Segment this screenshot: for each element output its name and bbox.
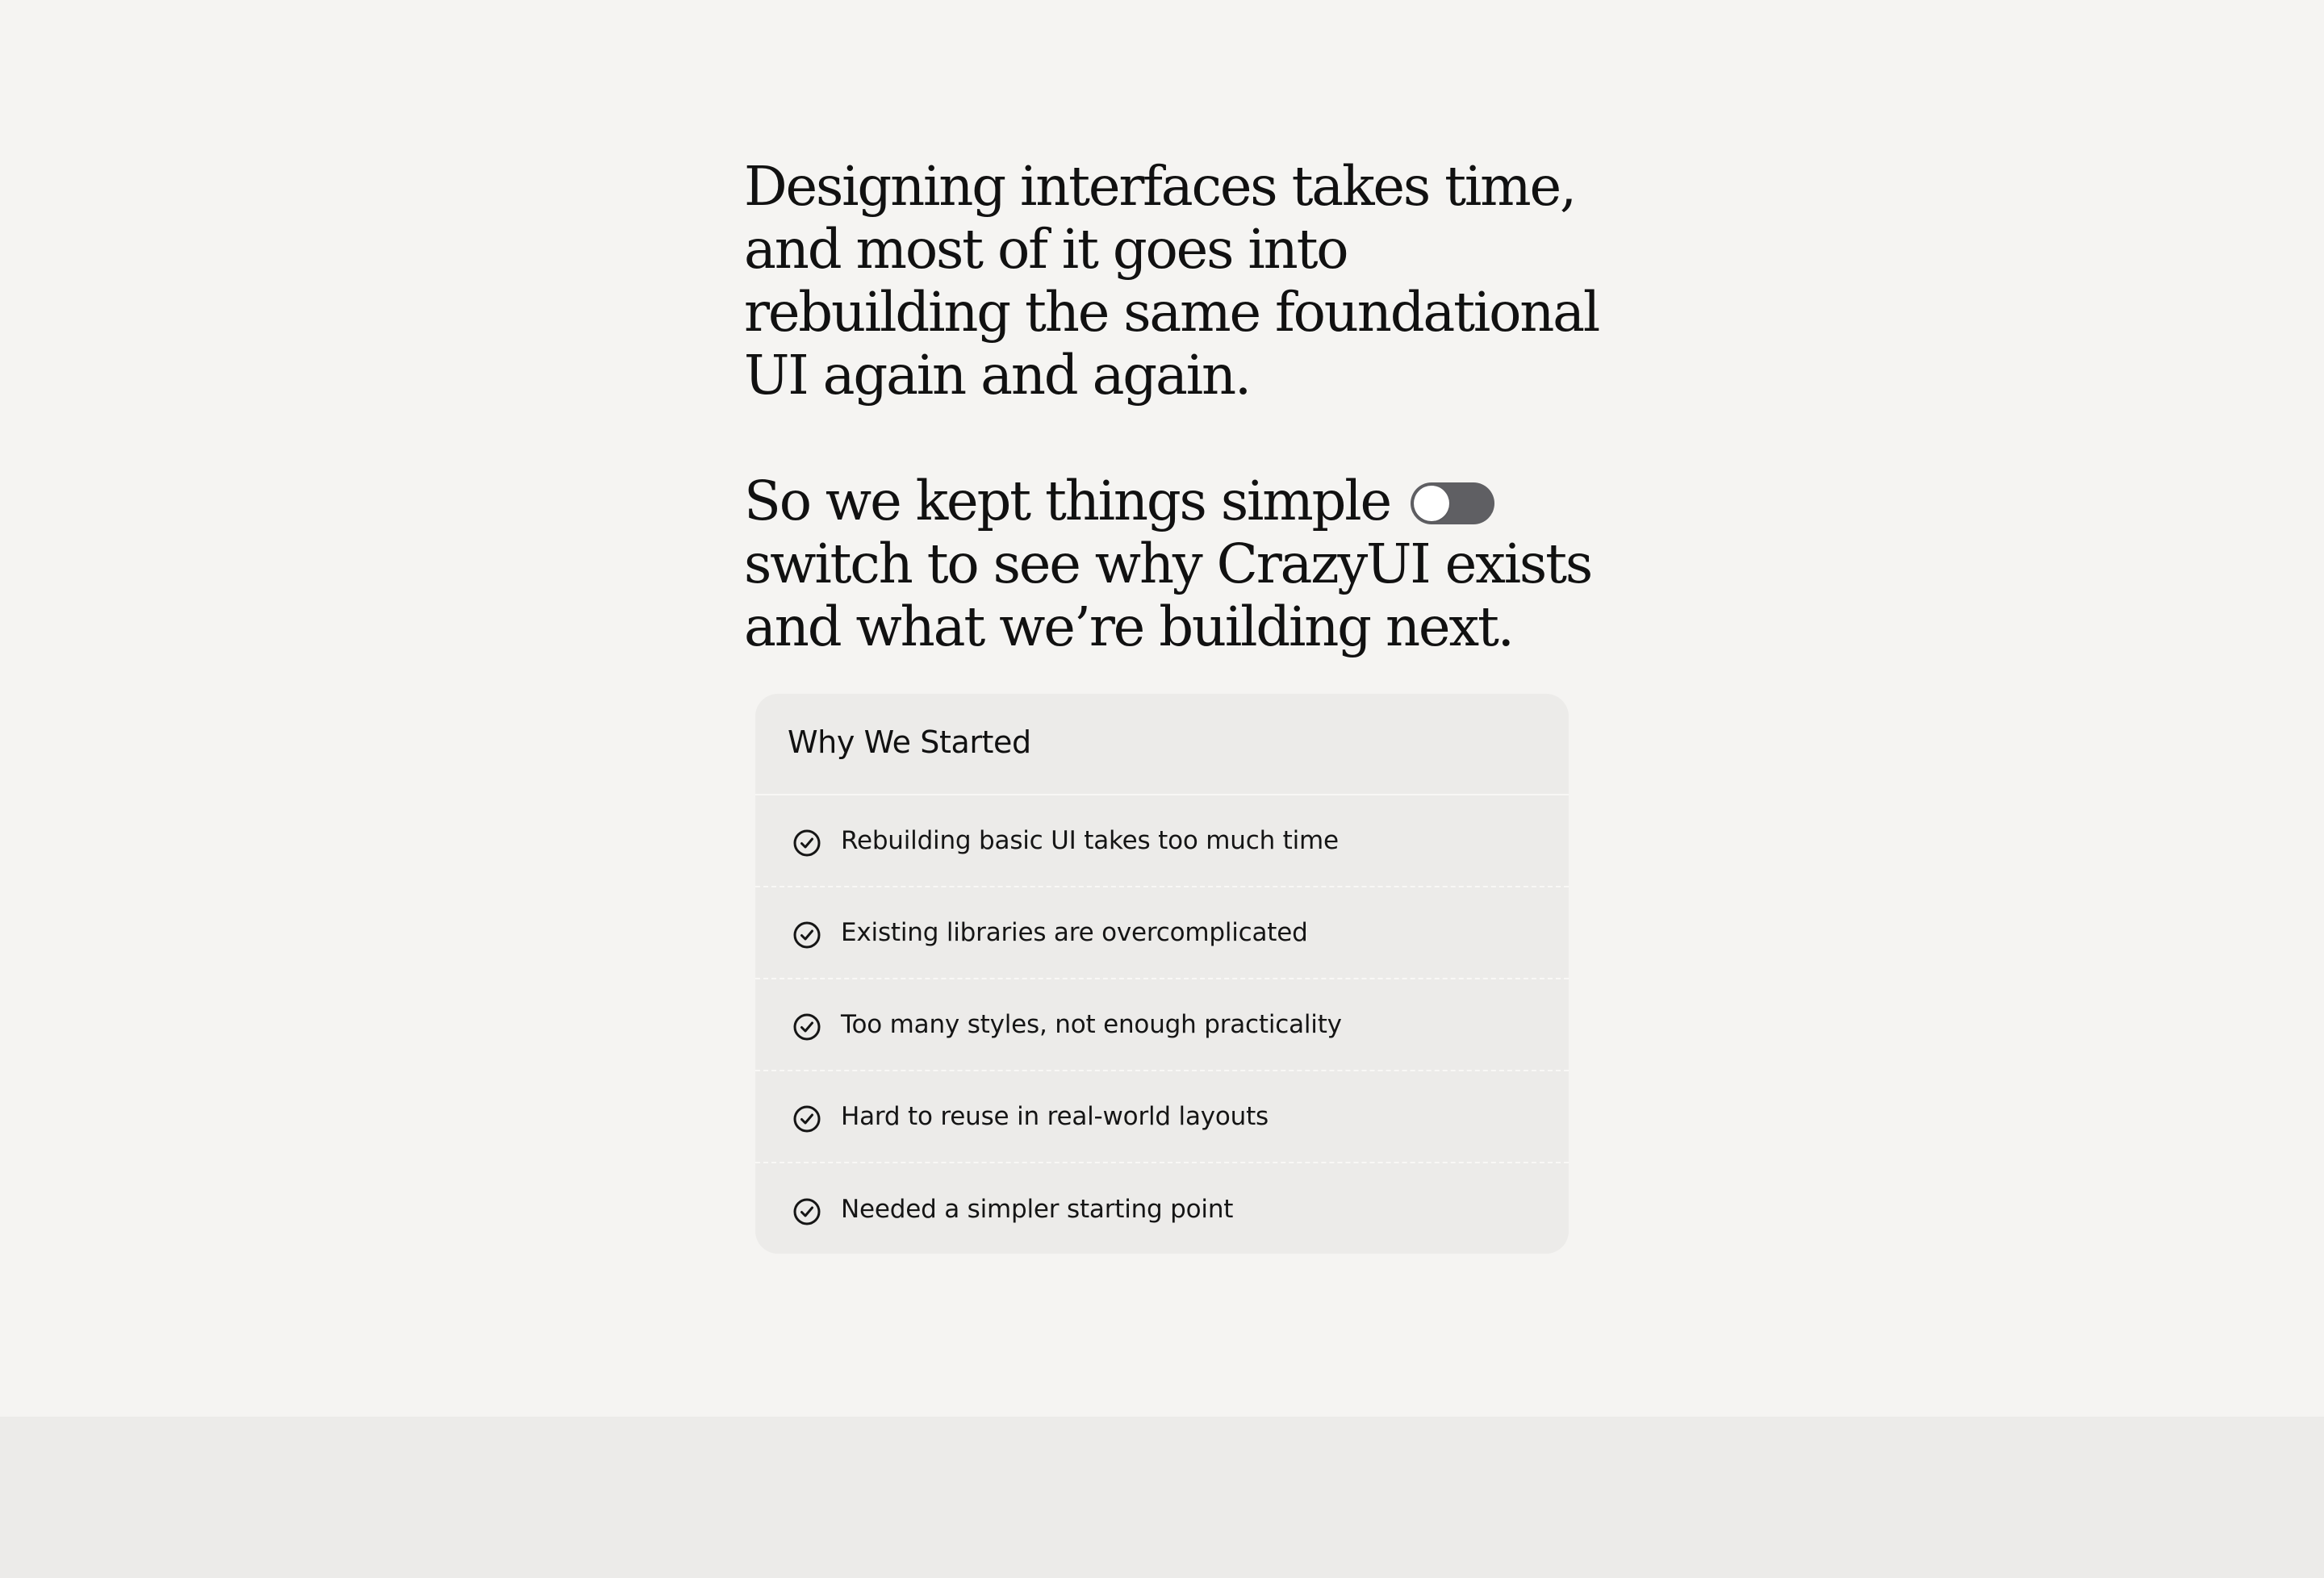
toggle-knob (1414, 486, 1449, 521)
reveal-toggle-switch[interactable] (1411, 482, 1494, 524)
check-circle-icon (792, 1104, 821, 1133)
check-circle-icon (792, 1197, 821, 1226)
footer-band (0, 1417, 2324, 1578)
hero-text-before-switch: So we kept things simple (744, 470, 1390, 532)
hero-paragraph-intro: Designing interfaces takes time, and most of it goes into rebuilding the same foundational UI again and again. (744, 155, 1599, 407)
list-item (755, 795, 1569, 887)
hero-paragraph-switch (744, 470, 1616, 658)
why-we-started-card (755, 694, 1569, 1254)
check-circle-icon (792, 1012, 821, 1042)
card-title: Why We Started (755, 694, 1569, 795)
list-item (755, 887, 1569, 979)
list-item-label: Hard to reuse in real-world layouts (841, 1102, 1269, 1131)
list-item (755, 979, 1569, 1071)
list-item (755, 1163, 1569, 1254)
hero-statement (744, 155, 1616, 658)
list-item-label: Existing libraries are overcomplicated (841, 918, 1308, 947)
list-item (755, 1071, 1569, 1163)
list-item-label: Rebuilding basic UI takes too much time (841, 826, 1339, 855)
list-item-label: Needed a simpler starting point (841, 1195, 1234, 1224)
hero-text-after-switch: switch to see why CrazyUI exists and what we’re building next. (744, 532, 1592, 658)
check-circle-icon (792, 920, 821, 950)
check-circle-icon (792, 829, 821, 858)
list-item-label: Too many styles, not enough practicality (841, 1010, 1342, 1039)
